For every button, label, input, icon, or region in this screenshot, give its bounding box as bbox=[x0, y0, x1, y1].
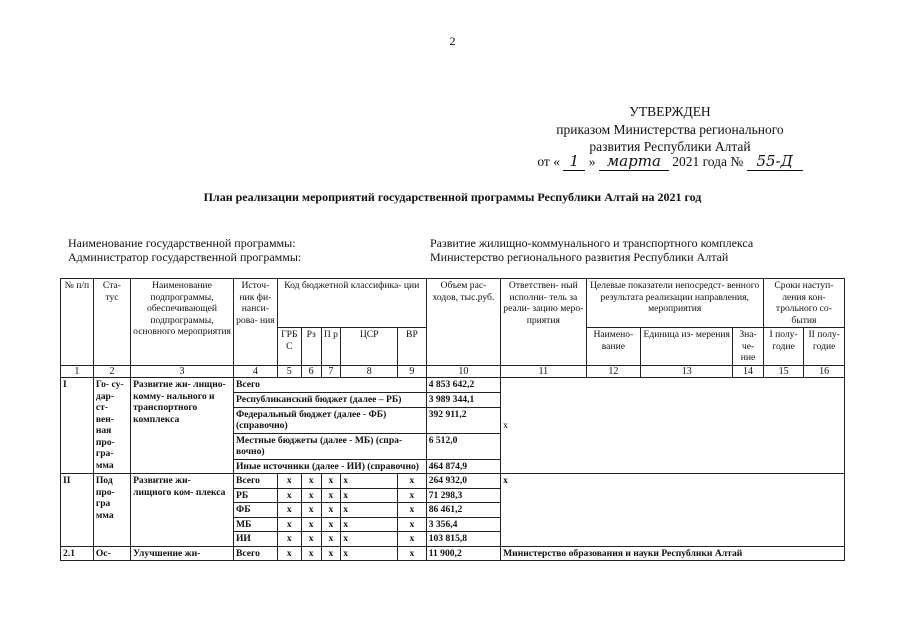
sub-amount: 71 298,3 bbox=[426, 488, 500, 503]
col-number: 6 bbox=[301, 365, 321, 378]
program-name-label: Наименование государственной программы: bbox=[68, 236, 296, 250]
sub-csr: х bbox=[341, 532, 398, 547]
document-title: План реализации мероприятий государственной программы Республики Алтай на 2021 год bbox=[203, 190, 702, 204]
program-row bbox=[61, 378, 845, 393]
col-number: 10 bbox=[426, 365, 500, 378]
date-day: 1 bbox=[563, 153, 585, 171]
col-number: 7 bbox=[321, 365, 341, 378]
column-number-row bbox=[61, 365, 845, 378]
header-deadlines: Сроки наступ- ления кон- трольного со- бытия bbox=[763, 279, 844, 328]
approval-line-3: развития Республики Алтай bbox=[589, 139, 751, 154]
program-x-mark: х bbox=[503, 419, 508, 431]
sub-csr: х bbox=[341, 503, 398, 518]
program-num: I bbox=[61, 378, 94, 474]
header-targets: Целевые показатели непосредст- венного результата реализации направления, мероприятия bbox=[586, 279, 763, 328]
header-h1: I полу- годие bbox=[763, 328, 804, 366]
header-num: № п/п bbox=[61, 279, 94, 366]
measure-csr: х bbox=[341, 546, 398, 561]
program-source-label: Иные источники (далее - ИИ) (справочно) bbox=[233, 459, 426, 474]
col-number: 9 bbox=[398, 365, 427, 378]
sub-grbs: х bbox=[277, 488, 301, 503]
header-csr: ЦСР bbox=[341, 328, 398, 366]
sub-pr: х bbox=[321, 532, 341, 547]
sub-rz: х bbox=[301, 503, 321, 518]
program-source-label: Федеральный бюджет (далее - ФБ) (справочно) bbox=[233, 407, 426, 433]
header-vr: ВР bbox=[398, 328, 427, 366]
sub-src: Всего bbox=[233, 474, 277, 489]
sub-rz: х bbox=[301, 488, 321, 503]
measure-status: Ос- bbox=[93, 546, 130, 561]
page-number: 2 bbox=[449, 34, 456, 48]
col-number: 3 bbox=[131, 365, 234, 378]
header-budget-code: Код бюджетной классифика- ции bbox=[277, 279, 426, 328]
measure-grbs: х bbox=[277, 546, 301, 561]
sub-vr: х bbox=[398, 488, 427, 503]
col-number: 15 bbox=[763, 365, 804, 378]
subprogram-row bbox=[61, 474, 845, 489]
col-number: 14 bbox=[733, 365, 764, 378]
program-source-amount: 392 911,2 bbox=[426, 407, 500, 433]
measure-name: Улучшение жи- bbox=[131, 546, 234, 561]
measure-pr: х bbox=[321, 546, 341, 561]
program-source-amount: 464 874,9 bbox=[426, 459, 500, 474]
header-volume: Объем рас- ходов, тыс.руб. bbox=[426, 279, 500, 366]
sub-amount: 3 356,4 bbox=[426, 517, 500, 532]
col-number: 12 bbox=[586, 365, 641, 378]
sub-pr: х bbox=[321, 503, 341, 518]
col-number: 1 bbox=[61, 365, 94, 378]
sub-pr: х bbox=[321, 488, 341, 503]
order-number: 55-Д bbox=[747, 153, 803, 171]
sub-csr: х bbox=[341, 488, 398, 503]
sub-amount: 264 932,0 bbox=[426, 474, 500, 489]
measure-row bbox=[61, 546, 845, 561]
program-status: Го- су- дар- ст- вен- ная про- гра- мма bbox=[93, 378, 130, 474]
sub-grbs: х bbox=[277, 517, 301, 532]
header-target-name: Наимено- вание bbox=[586, 328, 641, 366]
date-mid: » bbox=[588, 154, 596, 169]
date-month: марта bbox=[599, 153, 669, 171]
approval-date-line bbox=[520, 153, 820, 171]
header-target-unit: Единица из- мерения bbox=[641, 328, 733, 366]
program-source-amount: 6 512,0 bbox=[426, 433, 500, 459]
subprogram-num: II bbox=[61, 474, 94, 547]
sub-src: МБ bbox=[233, 517, 277, 532]
sub-rz: х bbox=[301, 474, 321, 489]
col-number: 2 bbox=[93, 365, 130, 378]
sub-amount: 86 461,2 bbox=[426, 503, 500, 518]
col-number: 5 bbox=[277, 365, 301, 378]
program-name-value: Развитие жилищно-коммунального и транспортного комплекса bbox=[430, 236, 754, 250]
sub-vr: х bbox=[398, 532, 427, 547]
header-responsible: Ответствен- ный исполни- тель за реали- зацию меро- приятия bbox=[501, 279, 586, 366]
sub-vr: х bbox=[398, 503, 427, 518]
measure-vr: х bbox=[398, 546, 427, 561]
measure-amount: 11 900,2 bbox=[426, 546, 500, 561]
program-name: Развитие жи- лищно-комму- нального и транспортного комплекса bbox=[131, 378, 234, 474]
sub-grbs: х bbox=[277, 474, 301, 489]
date-prefix: от « bbox=[537, 154, 560, 169]
program-source-label: Местные бюджеты (далее - МБ) (спра- вочно) bbox=[233, 433, 426, 459]
sub-src: РБ bbox=[233, 488, 277, 503]
header-target-value: Зна- че- ние bbox=[733, 328, 764, 366]
sub-src: ИИ bbox=[233, 532, 277, 547]
sub-rz: х bbox=[301, 517, 321, 532]
sub-vr: х bbox=[398, 517, 427, 532]
col-number: 8 bbox=[341, 365, 398, 378]
program-source-amount: 3 989 344,1 bbox=[426, 393, 500, 408]
sub-pr: х bbox=[321, 517, 341, 532]
sub-csr: х bbox=[341, 474, 398, 489]
date-year: 2021 года № bbox=[672, 154, 744, 169]
program-source-amount: 4 853 642,2 bbox=[426, 378, 500, 393]
header-status: Ста- тус bbox=[93, 279, 130, 366]
header-grbs: ГРБ С bbox=[277, 328, 301, 366]
measure-num: 2.1 bbox=[61, 546, 94, 561]
subprogram-name: Развитие жи- лищного ком- плекса bbox=[131, 474, 234, 547]
program-source-label: Всего bbox=[233, 378, 426, 393]
measure-rz: х bbox=[301, 546, 321, 561]
header-name: Наименование подпрограммы, обеспечивающей подпрограммы, основного мероприятия bbox=[131, 279, 234, 366]
administrator-label: Администратор государственной программы: bbox=[68, 250, 302, 264]
header-source: Источ- ник фи- нанси- рова- ния bbox=[233, 279, 277, 366]
header-rz: Рз bbox=[301, 328, 321, 366]
plan-table bbox=[60, 278, 845, 561]
sub-amount: 103 815,8 bbox=[426, 532, 500, 547]
program-merged-cell bbox=[501, 378, 845, 474]
program-source-label: Республиканский бюджет (далее – РБ) bbox=[233, 393, 426, 408]
sub-src: ФБ bbox=[233, 503, 277, 518]
col-number: 13 bbox=[641, 365, 733, 378]
header-row-1 bbox=[61, 279, 845, 328]
sub-csr: х bbox=[341, 517, 398, 532]
subprogram-merged-cell bbox=[501, 474, 845, 547]
col-number: 16 bbox=[804, 365, 845, 378]
approval-line-1: УТВЕРЖДЕН bbox=[629, 104, 711, 119]
approval-line-2: приказом Министерства регионального bbox=[556, 122, 784, 137]
col-number: 4 bbox=[233, 365, 277, 378]
header-pr: П р bbox=[321, 328, 341, 366]
header-h2: II полу- годие bbox=[804, 328, 845, 366]
sub-vr: х bbox=[398, 474, 427, 489]
sub-rz: х bbox=[301, 532, 321, 547]
sub-pr: х bbox=[321, 474, 341, 489]
col-number: 11 bbox=[501, 365, 586, 378]
subprogram-x-mark: х bbox=[503, 475, 508, 486]
measure-responsible: Министерство образования и науки Республики Алтай bbox=[501, 546, 845, 561]
measure-src: Всего bbox=[233, 546, 277, 561]
administrator-value: Министерство регионального развития Республики Алтай bbox=[430, 250, 729, 264]
subprogram-status: Под про- гра мма bbox=[93, 474, 130, 547]
sub-grbs: х bbox=[277, 503, 301, 518]
sub-grbs: х bbox=[277, 532, 301, 547]
